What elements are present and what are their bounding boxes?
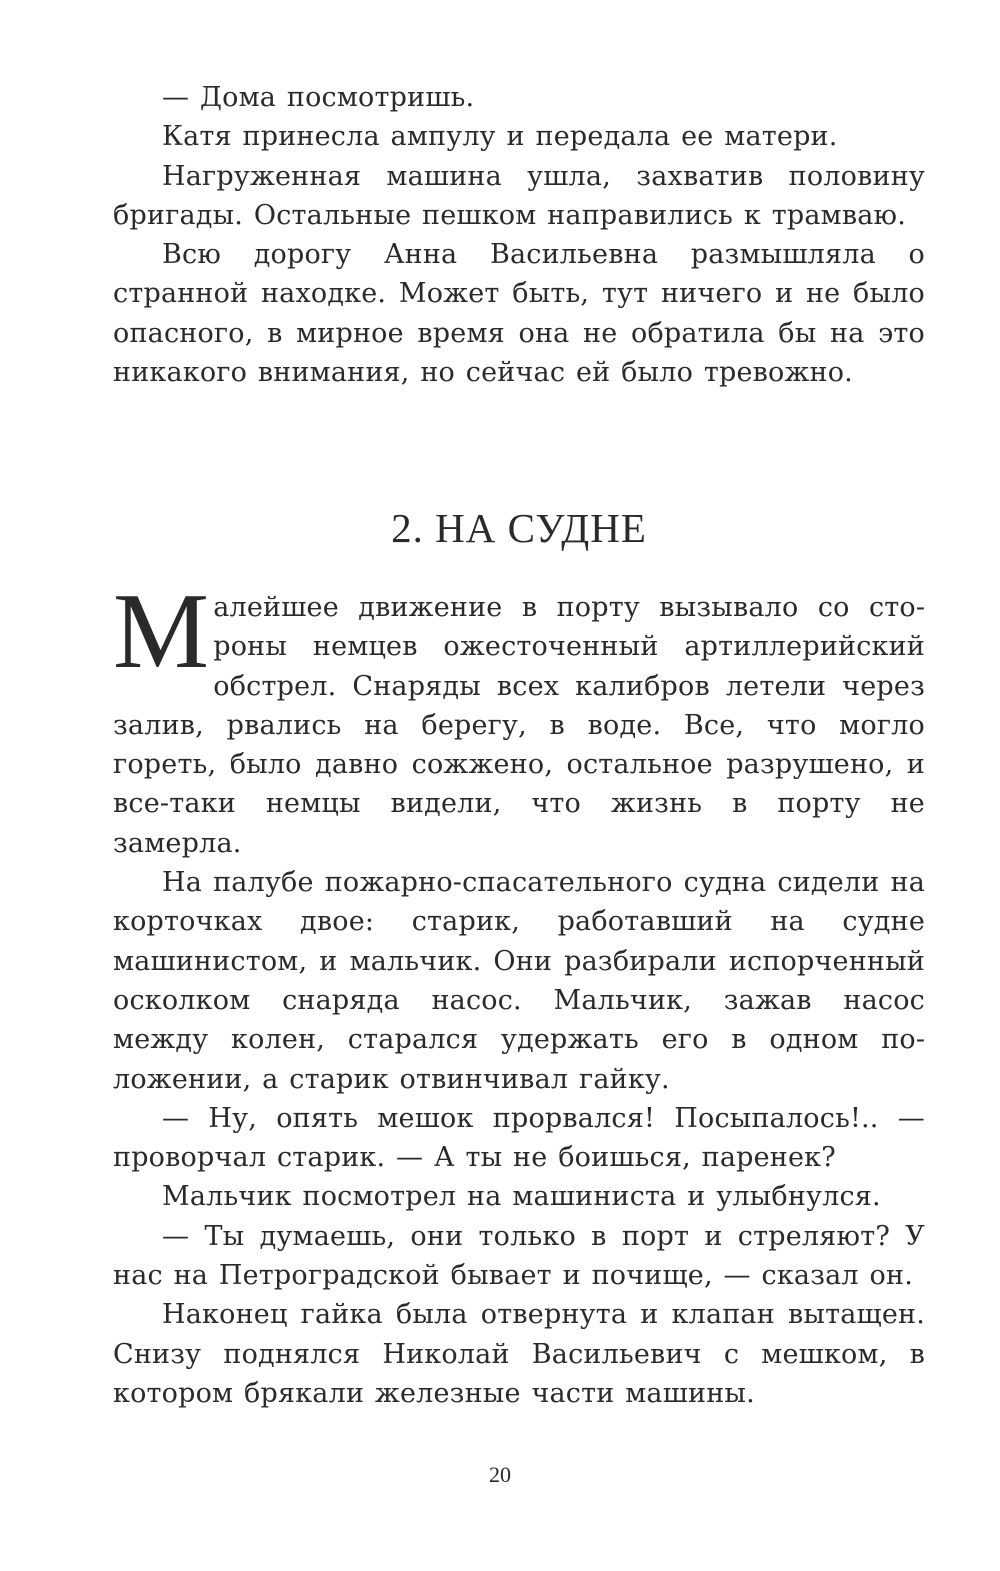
paragraph: Мальчик посмотрел на машиниста и улыбнулся.: [162, 1181, 881, 1213]
main-text-block: [113, 572, 925, 1413]
paragraph: Катя принесла ампулу и передала ее матери.: [162, 121, 838, 153]
paragraph: — Дома посмотришь.: [162, 82, 475, 113]
chapter-title: 2. НА СУДНЕ: [391, 505, 647, 551]
paragraph: Всю дорогу Анна Васильевна размышляла о странной находке. Может быть, тут ничего и не было опасного, в мирное время она не обратила бы на это никакого внимания, но сейчас ей было тревожно.: [113, 239, 925, 389]
paragraph: — Ну, опять мешок прорвался! Посыпалось!.. — проворчал старик. — А ты не боишься, паренек?: [113, 1102, 925, 1174]
drop-cap: М: [113, 572, 210, 691]
paragraph: Наконец гайка была отвернута и клапан вытащен. Снизу поднялся Николай Васильевич с мешком, в котором брякали железные части машины.: [113, 1299, 925, 1409]
first-paragraph-text: алейшее движение в порту вызывало со стороны немцев ожесточенный артиллерийский обстрел. Снаряды всех калибров летели через залив, рвались на берегу, в воде. Все, что могло гореть, было давно сожжено, остальное разрушено, и все-таки немцы видели, что жизнь в порту не замерла.: [113, 592, 925, 859]
page-number: 20: [489, 1462, 511, 1487]
first-paragraph: [113, 572, 925, 863]
paragraph: — Ты думаешь, они только в порт и стреляют? У нас на Петроградской бывает и почище, — сказал он.: [113, 1220, 925, 1292]
paragraph: На палубе пожарно-спасательного судна сидели на корточках двое: старик, работавший на судне машинистом, и мальчик. Они разбирали испорченный осколком снаряда насос. Мальчик, зажав насос между колен, старался удержать его в одном положении, а старик отвинчивал гайку.: [113, 867, 925, 1095]
paragraph: Нагруженная машина ушла, захватив половину бригады. Остальные пешком направились к трамваю.: [113, 160, 925, 231]
top-text-block: [113, 78, 925, 392]
